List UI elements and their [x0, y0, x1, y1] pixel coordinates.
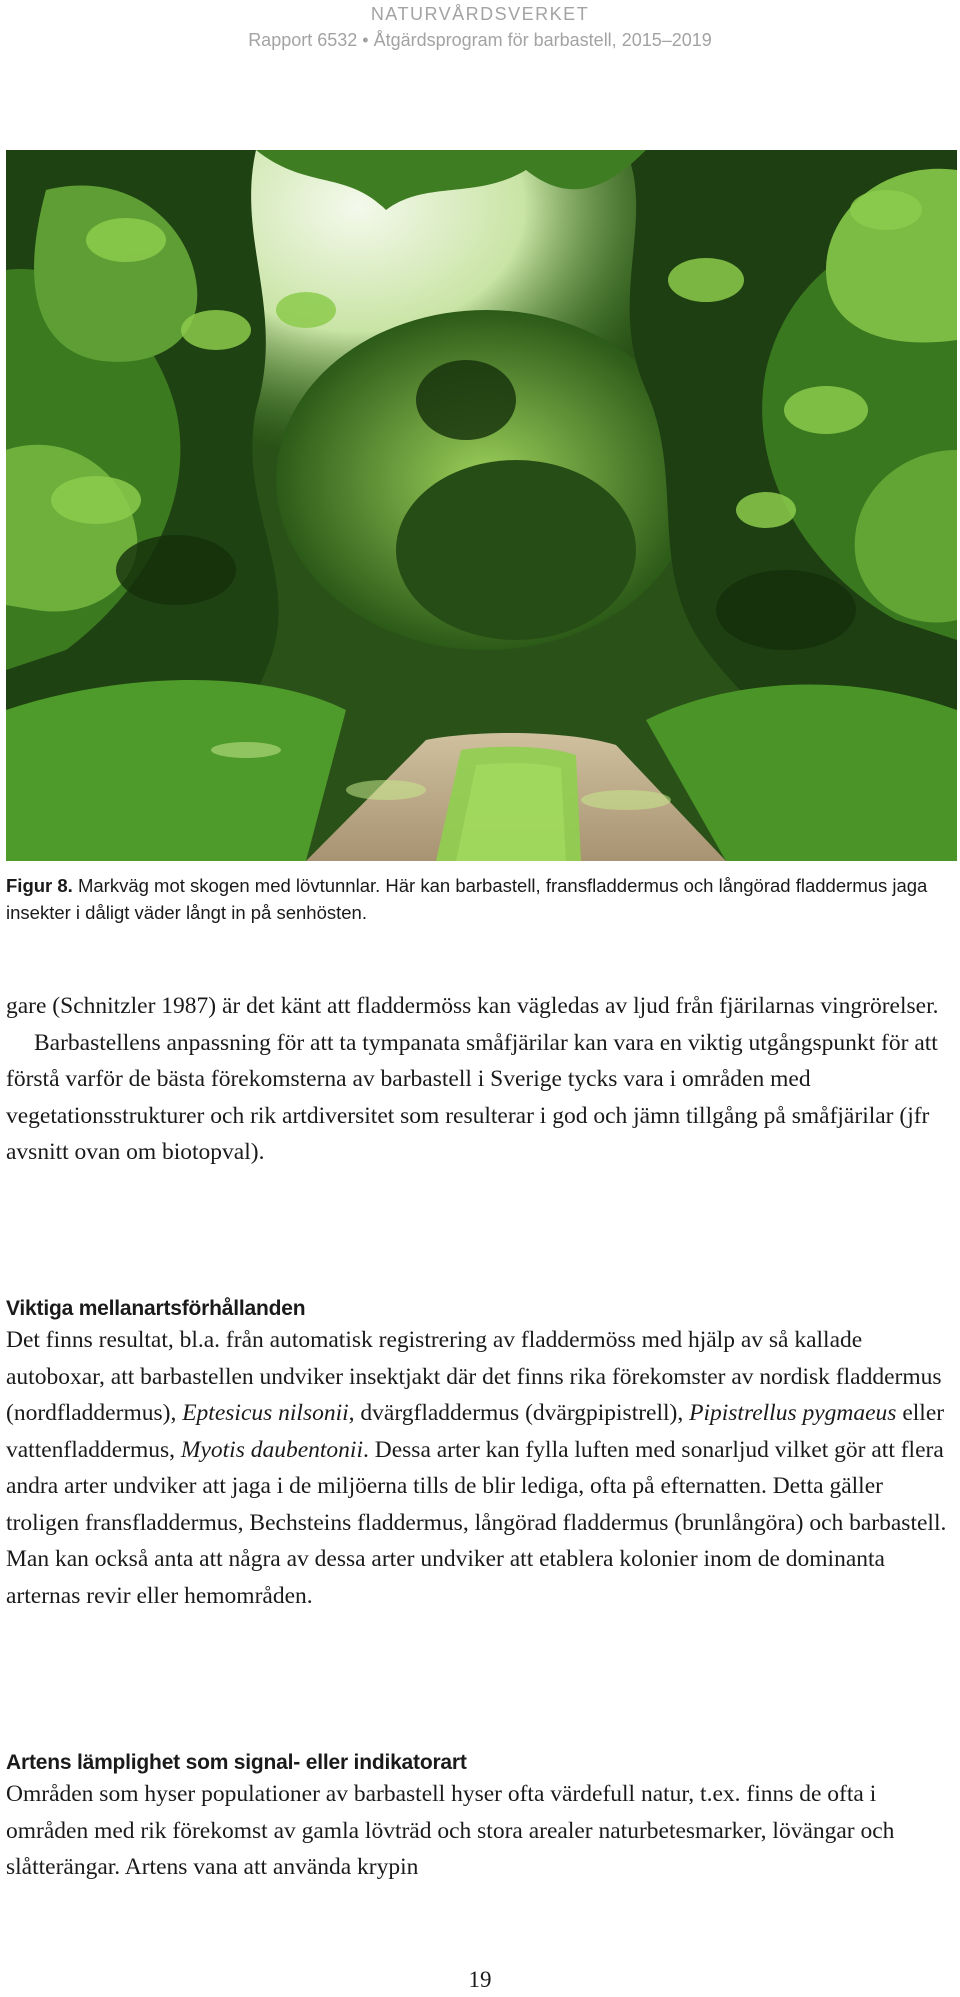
running-header	[0, 2, 960, 54]
species-name-eptesicus: Eptesicus nilsonii	[182, 1400, 349, 1426]
publisher-name: NATURVÅRDSVERKET	[370, 4, 590, 24]
body-text-block-2	[6, 1322, 954, 1614]
body-text-block-1	[6, 988, 954, 1171]
species-name-myotis: Myotis daubentonii	[180, 1436, 363, 1463]
page-number: 19	[468, 1967, 492, 1992]
figure-caption	[6, 872, 946, 926]
figure-label: Figur 8.	[6, 875, 73, 896]
section-heading-indicator: Artens lämplighet som signal- eller indikatorart	[6, 1751, 467, 1774]
paragraph-3	[6, 1322, 954, 1614]
paragraph-2: Barbastellens anpassning för att ta tympanata småfjärilar kan vara en viktig utgångspunkt för att förstå varför de bästa förekomsterna av barbastell i Sverige tycks vara i områden med vegetationsstrukturer och rik artdiversitet som resulterar i god och jämn tillgång på småfjärilar (jfr avsnitt ovan om biotopval).	[6, 1029, 938, 1165]
paragraph-3-part-4: . Dessa arter kan fylla luften med sonarljud vilket gör att flera andra arter undviker att jaga i de miljöerna tills de blir lediga, ofta på efternatten. Detta gäller troligen fransfladdermus, Bechsteins fladdermus, långörad fladdermus (brunlångöra) och barbastell. Man kan också anta att några av dessa arter undviker att etablera kolonier inom de dominanta arternas revir eller hemområden.	[6, 1436, 947, 1609]
paragraph-4: Områden som hyser populationer av barbastell hyser ofta värdefull natur, t.ex. finns de ofta i områden med rik förekomst av gamla lövträd och stora arealer naturbetesmarker, lövängar och slåtterängar. Artens vana att använda krypin	[6, 1781, 895, 1880]
paragraph-3-part-2: , dvärgfladdermus (dvärgpipistrell),	[348, 1400, 690, 1426]
forest-path-illustration	[6, 150, 957, 861]
paragraph-1: gare (Schnitzler 1987) är det känt att fladdermöss kan vägledas av ljud från fjärilarnas vingrörelser.	[6, 993, 939, 1019]
section-heading-interspecies: Viktiga mellanartsförhållanden	[6, 1297, 306, 1320]
paragraph-3-part-3: eller vattenfladdermus,	[6, 1400, 945, 1463]
figure-photo-forest-path	[6, 150, 957, 861]
report-title: Rapport 6532 • Åtgärdsprogram för barbastell, 2015–2019	[248, 30, 712, 50]
figure-caption-text: Markväg mot skogen med lövtunnlar. Här kan barbastell, fransfladdermus och långörad fladdermus jaga insekter i dåligt väder långt in på senhösten.	[6, 875, 928, 923]
species-name-pipistrellus: Pipistrellus pygmaeus	[689, 1400, 897, 1426]
paragraph-3-part-1: Det finns resultat, bl.a. från automatisk registrering av fladdermöss med hjälp av så kallade autoboxar, att barbastellen undviker insektjakt där det finns rika förekomster av nordisk fladdermus (nordfladdermus),	[6, 1327, 942, 1426]
body-text-block-3	[6, 1776, 954, 1886]
